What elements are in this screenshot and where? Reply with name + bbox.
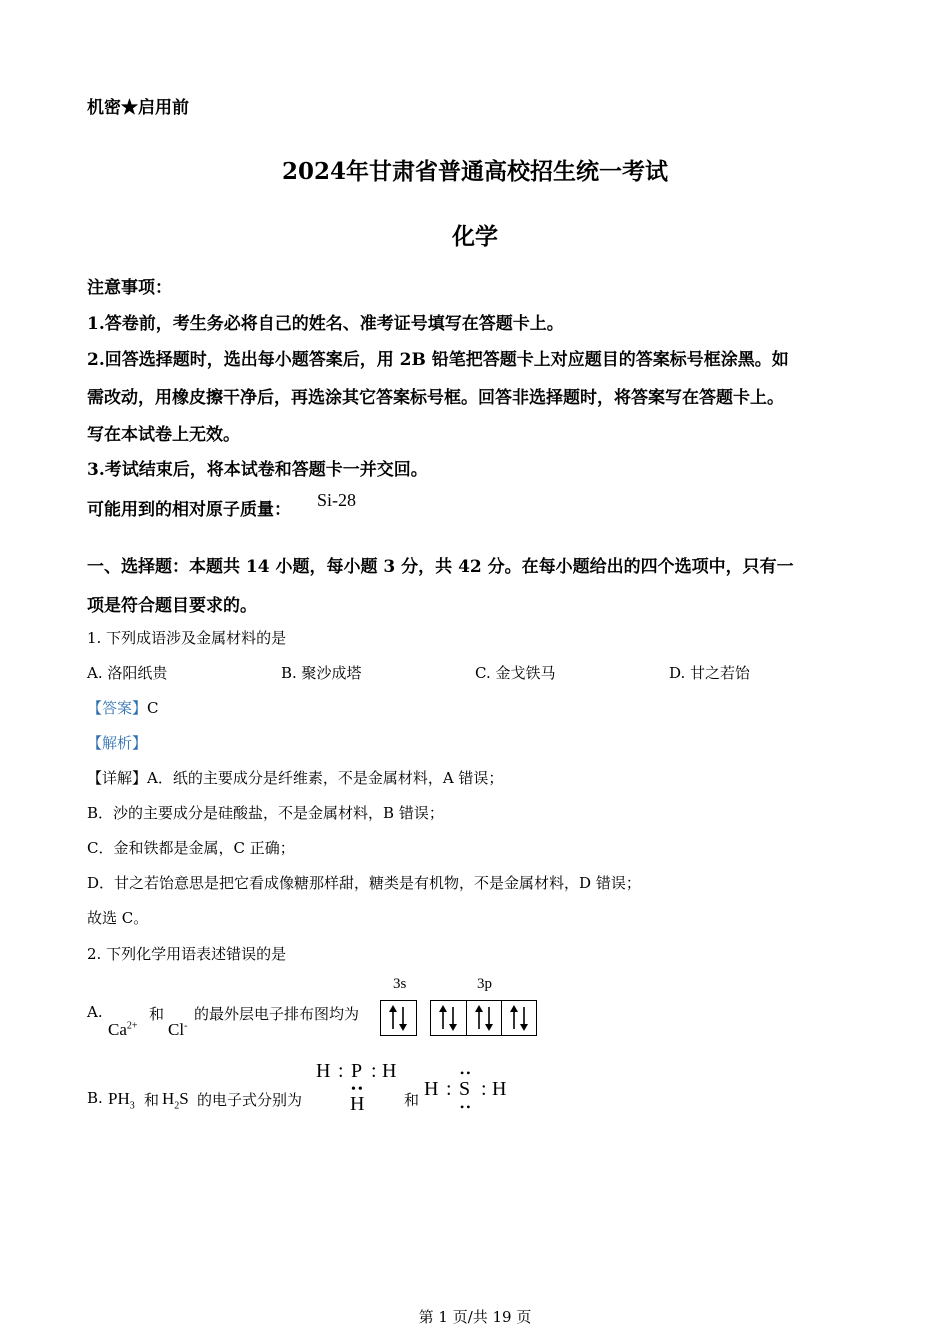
h-symbol: H: [162, 1089, 175, 1108]
ph3-subscript: 3: [129, 1100, 135, 1112]
ph3-formula: [108, 1089, 135, 1111]
ca-symbol: Ca: [108, 1020, 127, 1039]
ph3-h-right: H: [382, 1060, 397, 1082]
ph3-p-center: P: [351, 1060, 363, 1082]
q2-option-b-text: 的电子式分别为: [197, 1091, 303, 1109]
atomic-mass-value: Si-28: [317, 490, 357, 510]
q1-option-d: D. 甘之若饴: [669, 664, 751, 682]
up-down-arrows-icon: [467, 1001, 501, 1035]
notice-item-2-line-2: 需改动，用橡皮擦干净后，再选涂其它答案标号框。回答非选择题时，将答案写在答题卡上。: [87, 388, 784, 408]
notice-item-1: 1.答卷前，考生务必将自己的姓名、准考证号填写在答题卡上。: [87, 314, 564, 334]
q1-detail-line-4: D．甘之若饴意思是把它看成像糖那样甜，糖类是有机物，不是金属材料，D 错误；: [87, 874, 641, 892]
orbital-3s-label: 3s: [393, 976, 407, 992]
up-down-arrows-icon: [431, 1001, 465, 1035]
orbital-3s-cell: [381, 1001, 416, 1035]
notice-item-2-line-1: 2.回答选择题时，选出每小题答案后，用 2B 铅笔把答题卡上对应题目的答案标号框涂黑。如: [87, 350, 789, 370]
orbital-3p-label: 3p: [477, 976, 492, 992]
confidential-label: 机密★启用前: [87, 98, 189, 118]
q2-stem: 2. 下列化学用语表述错误的是: [87, 945, 287, 963]
section-heading-line-2: 项是符合题目要求的。: [87, 596, 257, 616]
h2s-h-left: H: [424, 1078, 439, 1100]
q1-detail-line-2: B．沙的主要成分是硅酸盐，不是金属材料，B 错误；: [87, 804, 444, 822]
notice-heading: 注意事项：: [87, 278, 172, 298]
q1-analysis-tag: 【解析】: [87, 734, 148, 752]
q1-stem: 1. 下列成语涉及金属材料的是: [87, 629, 287, 647]
orbital-3s-box: [380, 1000, 417, 1036]
q2-option-b-and-2: 和: [404, 1091, 420, 1109]
ph3-h-bottom: H: [350, 1093, 365, 1115]
q1-detail-line-1: 【详解】A．纸的主要成分是纤维素，不是金属材料，A 错误；: [87, 769, 504, 787]
h2s-subscript: 2: [174, 1100, 180, 1112]
ph3-dots-left: :: [338, 1060, 344, 1082]
h2s-dots-left: :: [446, 1078, 452, 1100]
atomic-mass-label: 可能用到的相对原子质量：: [87, 500, 291, 520]
ph-symbol: PH: [108, 1089, 130, 1108]
h2s-dots-top: ••: [460, 1066, 473, 1080]
q2-option-b-and: 和: [144, 1091, 160, 1109]
q2-option-a-text: 的最外层电子排布图均为: [194, 1005, 360, 1023]
q2-option-b-label: B.: [87, 1089, 103, 1107]
orbital-3p-cell-1: [431, 1001, 466, 1035]
h2s-dots-right: :: [481, 1078, 487, 1100]
orbital-3p-box: [430, 1000, 537, 1036]
cl-charge: -: [184, 1020, 188, 1032]
q1-option-b: B. 聚沙成塔: [281, 664, 362, 682]
notice-item-2-line-3: 写在本试卷上无效。: [87, 425, 240, 445]
up-down-arrows-icon: [502, 1001, 536, 1035]
q1-answer-value: C: [147, 699, 159, 717]
exam-title: 2024年甘肃省普通高校招生统一考试: [281, 158, 668, 185]
q1-conclusion: 故选 C。: [87, 909, 149, 927]
ph3-h-left: H: [316, 1060, 331, 1082]
h2s-h-right: H: [492, 1078, 507, 1100]
h2s-formula: [162, 1089, 189, 1111]
orbital-3p-cell-3: [501, 1001, 536, 1035]
q1-option-a: A. 洛阳纸贵: [87, 664, 168, 682]
up-down-arrows-icon: [381, 1001, 415, 1035]
orbital-3p-cell-2: [466, 1001, 501, 1035]
q1-answer-row: [87, 697, 159, 718]
q2-option-a-label: A.: [87, 1003, 103, 1021]
ph3-dots-right: :: [371, 1060, 377, 1082]
page-number: 第 1 页/共 19 页: [418, 1308, 532, 1326]
q2-option-a-and: 和: [149, 1005, 165, 1023]
s-symbol: S: [179, 1089, 189, 1108]
notice-item-3: 3.考试结束后，将本试卷和答题卡一并交回。: [87, 460, 428, 480]
subject-title: 化学: [452, 223, 498, 250]
q2-option-a-cl-ion: [168, 1020, 187, 1040]
ph3-dots-bottom: ••: [351, 1082, 365, 1097]
q1-option-c: C. 金戈铁马: [475, 664, 556, 682]
q1-answer-tag: 【答案】: [87, 699, 148, 717]
ca-charge: 2+: [126, 1020, 138, 1032]
h2s-s-center: S: [459, 1078, 471, 1100]
section-heading-line-1: 一、选择题：本题共 14 小题，每小题 3 分，共 42 分。在每小题给出的四个选项中，只有一: [87, 557, 794, 577]
q2-option-a-ca-ion: [108, 1020, 138, 1040]
cl-symbol: Cl: [168, 1020, 185, 1039]
q1-detail-line-3: C．金和铁都是金属，C 正确；: [87, 839, 295, 857]
h2s-dots-bottom: ••: [460, 1100, 473, 1114]
